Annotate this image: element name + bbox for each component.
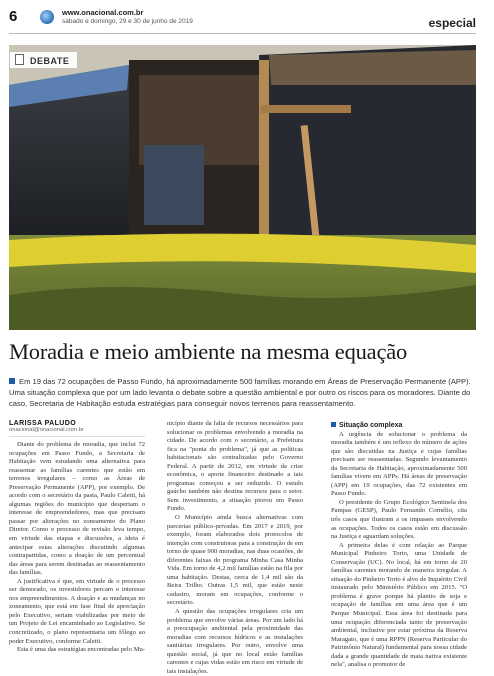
paragraph: A questão das ocupações irregulares cria um problema que envolve várias áreas. Por um lado há a preocupação ambiental pela proximidade das moradias com recursos hídricos e as instalações sanitárias irregulares. Por outro, envolve uma questão social, já que no local estão famílias carentes e cujas vidas estão em risco em virtude de tais instalações. bbox=[167, 608, 303, 675]
page-number: 6 bbox=[9, 8, 18, 25]
photo-illustration bbox=[9, 45, 476, 330]
paragraph: O Município ainda busca alternativas com parcerias público-privadas. Em 2017 e 2019, por exemplo, foram elaborados dois protocolos de intenção com construtoras para a construção de em torno de quase 900 moradias, nas duas ocasiões, de diferentes faixas do programa Minha Casa Minha Vida. Em torno de 4,2 mil famílias estão na fila por uma habitação. Destas, cerca de 1,4 mil são da Beira Trilho. Outras 1,5 mil, que estão neste cadastro, moram em ocupações, conforme o secretário. bbox=[167, 514, 303, 607]
debate-tag-label: DEBATE bbox=[30, 56, 70, 66]
paragraph: Diante do problema de moradia, que inclui 72 ocupações em Passo Fundo, a Secretaria de Habitação vem estudando uma alternativa para reassentar as famílias carentes que estão em terrenos irregulares – como as Áreas de Preservação Permanente (APP), por exemplo. De acordo com o secretário da pasta, Paulo Caletti, há algumas regiões do município que despertam o interesse de empreendedores, mas que precisam passar por alterações no zoneamento do Plano Diretor. Como o processo de revisão leva tempo, em virtude das etapas e discussões, a ideia é antecipar estas alterações discutindo algumas contrapartidas, como a doação de um percentual das áreas para serem destinadas ao reassentamento das famílias. bbox=[9, 441, 145, 577]
headline: Moradia e meio ambiente na mesma equação bbox=[9, 339, 408, 364]
paragraph: O presidente do Grupo Ecológico Sentinela dos Pampas (GESP), Paulo Fernando Cornélio, cita três casos que ilustram a os impasses envolvendo as ocupações. Todos os casos estão em discussão na Justiça e aguardam soluções. bbox=[331, 498, 467, 541]
subheading bbox=[331, 422, 467, 431]
paragraph: nicípio diante da falta de recursos necessários para solucionar os problemas envolvendo a moradia na cidade. De acordo com o secretário, a Prefeitura fica na "ponta do problema", já que as políticas habitacionais são centralizadas pelo Governo Federal. A partir de 2012, em virtude da crise econômica, o aporte financeiro destinado a tais programas começou a ser reduzido. O estudo gaúcho também não destina recursos para o setor. Sem investimento, a situação piorou em Passo Fundo. bbox=[167, 420, 303, 513]
subheading-label: Situação complexa bbox=[339, 422, 403, 429]
bullet-square-icon bbox=[9, 378, 15, 384]
lead-text: Em 19 das 72 ocupações de Passo Fundo, há aproximadamente 500 famílias morando em Áreas de Preservação Permanente (APP). Uma situação complexa que por um lado levanta o debate sobre a questão ambiental e por outro os riscos para os moradores. Diante do caso, Secretaria de Habitação estuda estratégias para conseguir novos terrenos para reassentamento. bbox=[9, 377, 471, 408]
article-photo bbox=[9, 45, 476, 330]
author-name: LARISSA PALUDO bbox=[9, 420, 77, 427]
edition-date: sábado e domingo, 29 e 30 de junho de 2019 bbox=[62, 18, 193, 25]
author-email[interactable]: onacional@onacional.com.br bbox=[9, 427, 145, 437]
column-3 bbox=[331, 420, 467, 669]
newspaper-logo-icon bbox=[40, 10, 54, 24]
debate-tag bbox=[10, 52, 77, 68]
header-divider bbox=[9, 33, 476, 34]
section-label: especial bbox=[428, 16, 476, 30]
paragraph: Esta é uma das estratégias encontradas pelo Mu- bbox=[17, 646, 145, 654]
bullet-square-icon bbox=[331, 422, 336, 427]
paragraph: A primeira delas é com relação ao Parque Municipal Pinheiro Torto, uma Unidade de Conservação (UC). No local, há em torno de 20 famílias carentes morando de maneira irregular. A situação do Pinheiro Torto é alvo de Inquérito Civil instaurado pelo Ministério Público em 2015. "O problema é grave porque há plantio de soja e ocupação de famílias em uma área que é um Parque Municipal. Essa área foi destinada para uma ocupação diferenciada tanto de preservação ambiental, inclusive por estar próxima da Reserva Maragato, que é uma RPPN (Reserva Particular do Patrimônio Natural) fundamental para nossa cidade dada a grande quantidade de mata nativa existente nela", analisa o promotor de bbox=[331, 541, 467, 669]
document-icon bbox=[15, 54, 24, 65]
paragraph: A urgência de solucionar o problema da moradia também é um reflexo do número de ações que são discutidas na Justiça e cujas famílias precisam ser reassentadas. Segundo levantamento da Secretaria de Habitação, aproximadamente 500 famílias vivem em APPs. Há áreas de preservação (APP) em 19 ocupações, das 72 existentes em Passo Fundo. bbox=[331, 430, 467, 498]
column-1 bbox=[9, 420, 145, 654]
site-url[interactable]: www.onacional.com.br bbox=[62, 8, 144, 17]
column-2 bbox=[167, 420, 303, 675]
paragraph: A justificativa é que, em virtude de o processo ser demorado, os investidores percam o interesse nos empreendimentos. A doação e as mudanças no zoneamento, que está em fase final de apreciação pelo Executivo, seriam viabilizadas por meio de um Projeto de Lei encaminhado ao Legislativo. Se concretizado, o plano representaria um fôlego ao poder Executivo, conforme Caletti. bbox=[9, 577, 145, 645]
lead-paragraph bbox=[9, 376, 479, 409]
